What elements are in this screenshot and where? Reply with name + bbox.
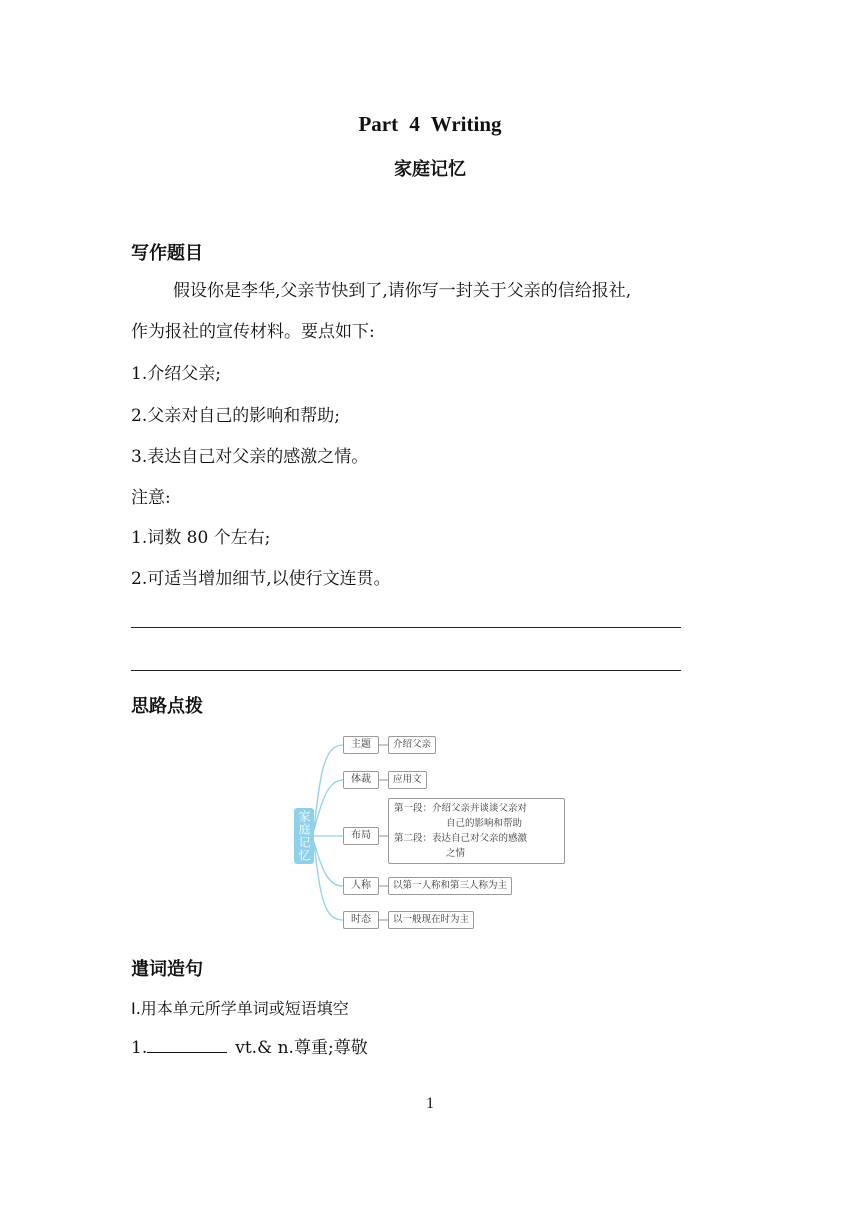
node-layout: 布局 — [343, 827, 379, 845]
section-heading-writing-task: 写作题目 — [131, 243, 203, 264]
fill-blank[interactable] — [147, 1038, 227, 1053]
task-point-3: 3.表达自己对父亲的感激之情。 — [131, 447, 369, 467]
answer-line-2[interactable] — [131, 670, 681, 671]
exercise-instruction: Ⅰ.用本单元所学单词或短语填空 — [131, 999, 349, 1018]
task-line-1: 假设你是李华,父亲节快到了,请你写一封关于父亲的信给报社, — [173, 281, 632, 301]
layout-line-3: 第二段：表达自己对父亲的感激 — [394, 833, 528, 844]
section-heading-vocab: 遣词造句 — [131, 959, 203, 980]
leaf-person: 以第一人称和第三人称为主 — [388, 877, 512, 895]
leaf-tense: 以一般现在时为主 — [388, 911, 474, 929]
leaf-genre: 应用文 — [388, 771, 427, 789]
node-person: 人称 — [343, 877, 379, 895]
answer-line-1[interactable] — [131, 627, 681, 628]
node-tense: 时态 — [343, 911, 379, 929]
leaf-layout — [388, 798, 565, 864]
exercise-item-1 — [131, 1038, 368, 1057]
mind-map-root: 家庭记忆 — [294, 808, 314, 864]
task-point-2: 2.父亲对自己的影响和帮助; — [131, 406, 340, 426]
mind-map — [290, 730, 580, 935]
note-label: 注意: — [131, 488, 171, 508]
layout-line-4: 之情 — [446, 848, 466, 859]
node-genre: 体裁 — [343, 771, 379, 789]
page-number: 1 — [426, 1095, 434, 1112]
task-line-2: 作为报社的宣传材料。要点如下: — [131, 322, 375, 342]
item-number: 1. — [131, 1038, 148, 1058]
node-theme: 主题 — [343, 736, 379, 754]
layout-line-1: 第一段：介绍父亲并谈谈父亲对 — [394, 803, 528, 814]
page-title: Part 4 Writing — [358, 112, 502, 136]
task-point-1: 1.介绍父亲; — [131, 364, 221, 384]
note-1: 1.词数 80 个左右; — [131, 528, 271, 548]
page-subtitle: 家庭记忆 — [394, 159, 466, 180]
leaf-theme: 介绍父亲 — [388, 736, 436, 754]
item-definition: vt.& n.尊重;尊敬 — [235, 1038, 368, 1058]
section-heading-ideas: 思路点拨 — [131, 696, 203, 717]
layout-line-2: 自己的影响和帮助 — [446, 818, 523, 829]
note-2: 2.可适当增加细节,以使行文连贯。 — [131, 569, 391, 589]
